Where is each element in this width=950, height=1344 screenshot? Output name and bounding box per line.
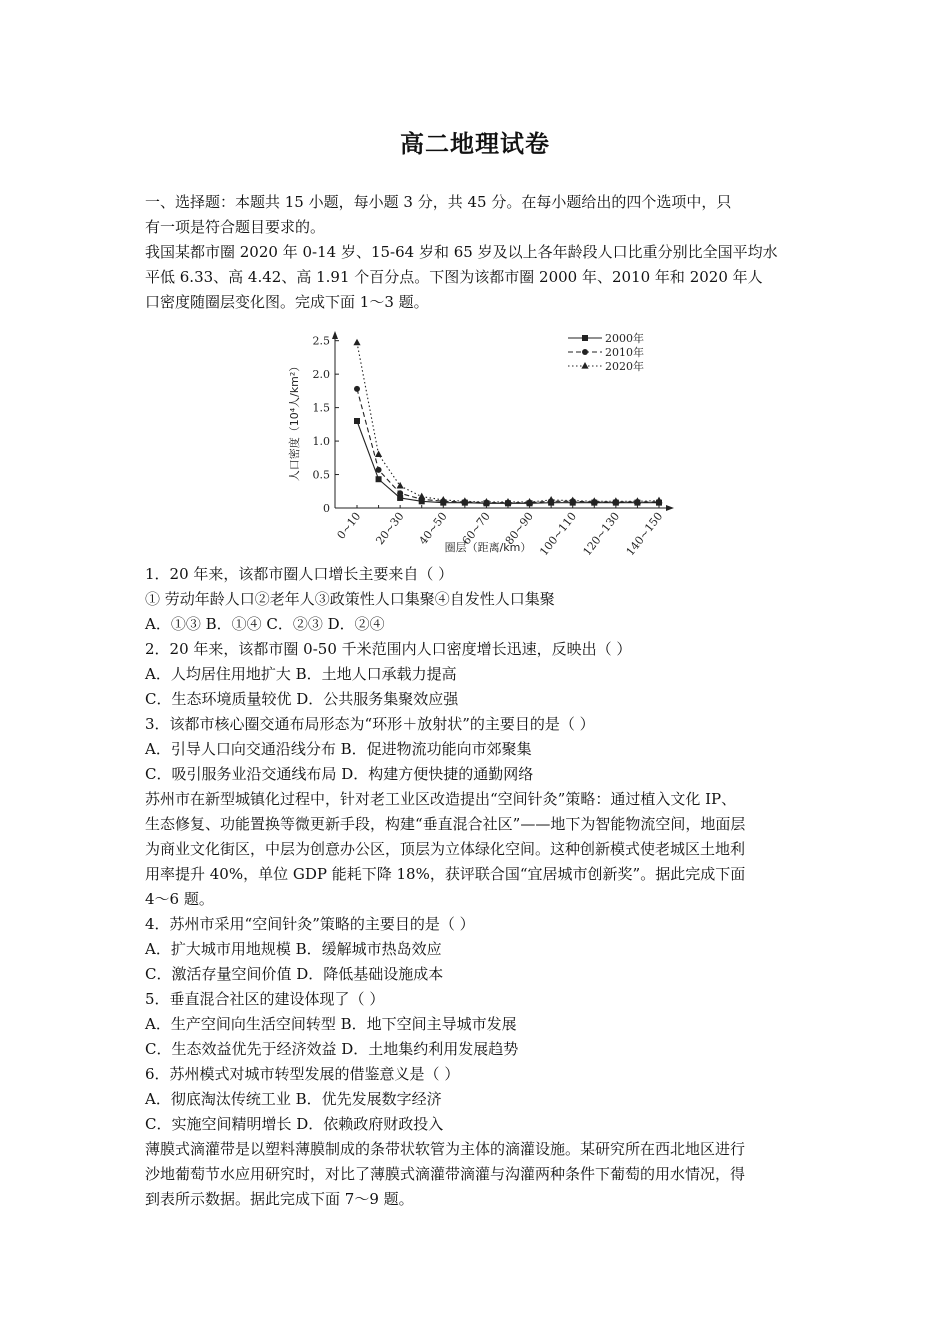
legend-label: 2020年 [605, 360, 644, 373]
data-point [354, 386, 360, 392]
question-options: A．人均居住用地扩大 B．土地人口承载力提高 [145, 665, 457, 683]
question-stem: 4．苏州市采用“空间针灸”策略的主要目的是（ ） [145, 915, 475, 933]
question-options: A．生产空间向生活空间转型 B．地下空间主导城市发展 [145, 1015, 517, 1033]
question-options: A．彻底淘汰传统工业 B．优先发展数字经济 [145, 1090, 442, 1108]
x-tick-label: 100~110 [537, 509, 580, 558]
data-point [353, 339, 360, 346]
data-point [548, 496, 555, 503]
question-options: C．生态环境质量较优 D．公共服务集聚效应强 [145, 690, 459, 708]
text-line: 一、选择题：本题共 15 小题，每小题 3 分，共 45 分。在每小题给出的四个选项中，只 [145, 193, 732, 211]
text-line: 有一项是符合题目要求的。 [145, 218, 326, 236]
passage-line: 苏州市在新型城镇化过程中，针对老工业区改造提出“空间针灸”策略：通过植入文化 IP、 [145, 790, 737, 808]
question-options: A．引导人口向交通沿线分布 B．促进物流功能向市郊聚集 [145, 740, 532, 758]
x-tick-label: 80~90 [502, 509, 536, 548]
question-options: C．激活存量空间价值 D．降低基础设施成本 [145, 965, 444, 983]
x-tick-label: 120~130 [580, 509, 623, 558]
passage-line: 生态修复、功能置换等微更新手段，构建“垂直混合社区”——地下为智能物流空间，地面层 [145, 815, 746, 833]
y-tick-label: 1.0 [312, 435, 330, 449]
passage-line: 到表所示数据。据此完成下面 7～9 题。 [145, 1190, 414, 1208]
y-tick-label: 2.5 [312, 334, 330, 348]
data-point [582, 349, 588, 355]
y-axis-label: 人口密度（10⁴人/km²） [288, 360, 301, 482]
data-point [581, 362, 588, 369]
y-tick-label: 0 [323, 502, 330, 515]
questions-block [145, 562, 845, 1212]
question-stem: 1．20 年来，该都市圈人口增长主要来自（ ） [145, 565, 454, 583]
y-tick-label: 0.5 [312, 468, 330, 482]
question-stem: 6．苏州模式对城市转型发展的借鉴意义是（ ） [145, 1065, 460, 1083]
question-items: ① 劳动年龄人口②老年人③政策性人口集聚④自发性人口集聚 [145, 590, 555, 608]
text-line: 我国某都市圈 2020 年 0-14 岁、15-64 岁和 65 岁及以上各年龄段人口比重分别比全国平均水 [145, 243, 778, 261]
x-tick-label: 0~10 [334, 509, 364, 542]
x-axis-label: 圈层（距离/km） [444, 541, 532, 554]
x-axis-arrow [666, 505, 674, 511]
x-tick-label: 60~70 [459, 509, 493, 548]
question-options: C．实施空间精明增长 D．依赖政府财政投入 [145, 1115, 444, 1133]
question-options: A．①③ B．①④ C．②③ D．②④ [145, 615, 385, 633]
passage-line: 沙地葡萄节水应用研究时，对比了薄膜式滴灌带滴灌与沟灌两种条件下葡萄的用水情况，得 [145, 1165, 746, 1183]
x-tick-label: 20~30 [373, 509, 407, 548]
question-stem: 5．垂直混合社区的建设体现了（ ） [145, 990, 385, 1008]
question-options: C．生态效益优先于经济效益 D．土地集约利用发展趋势 [145, 1040, 519, 1058]
y-tick-label: 1.5 [312, 401, 330, 415]
y-axis-arrow [332, 331, 338, 339]
population-density-chart [283, 326, 683, 558]
text-line: 口密度随圈层变化图。完成下面 1～3 题。 [145, 293, 429, 311]
data-point [440, 496, 447, 503]
question-stem: 2．20 年来，该都市圈 0-50 千米范围内人口密度增长迅速，反映出（ ） [145, 640, 632, 658]
x-tick-label: 40~50 [416, 509, 450, 548]
passage-line: 用率提升 40%，单位 GDP 能耗下降 18%，获评联合国“宜居城市创新奖”。据此完成下面 [145, 865, 746, 883]
passage-line: 薄膜式滴灌带是以塑料薄膜制成的条带状软管为主体的滴灌设施。某研究所在西北地区进行 [145, 1140, 746, 1158]
legend-label: 2010年 [605, 346, 644, 359]
series-line [357, 389, 659, 503]
section-instructions [145, 190, 845, 315]
chart-svg [283, 326, 683, 558]
question-stem: 3．该都市核心圈交通布局形态为“环形＋放射状”的主要目的是（ ） [145, 715, 595, 733]
data-point [397, 490, 403, 496]
x-tick-label: 140~150 [623, 509, 666, 558]
y-tick-label: 2.0 [312, 368, 330, 382]
data-point [375, 450, 382, 457]
text-line: 平低 6.33、高 4.42、高 1.91 个百分点。下图为该都市圈 2000 年、2010 年和 2020 年人 [145, 268, 763, 286]
question-options: C．吸引服务业沿交通线布局 D．构建方便快捷的通勤网络 [145, 765, 534, 783]
data-point [354, 418, 360, 424]
page-title: 高二地理试卷 [400, 129, 550, 158]
series-line [357, 421, 659, 503]
data-point [376, 476, 382, 482]
data-point [376, 467, 382, 473]
legend-label: 2000年 [605, 332, 644, 345]
passage-line: 4～6 题。 [145, 890, 214, 908]
passage-line: 为商业文化街区，中层为创意办公区，顶层为立体绿化空间。这种创新模式使老城区土地利 [145, 840, 746, 858]
data-point [582, 335, 588, 341]
question-options: A．扩大城市用地规模 B．缓解城市热岛效应 [145, 940, 442, 958]
